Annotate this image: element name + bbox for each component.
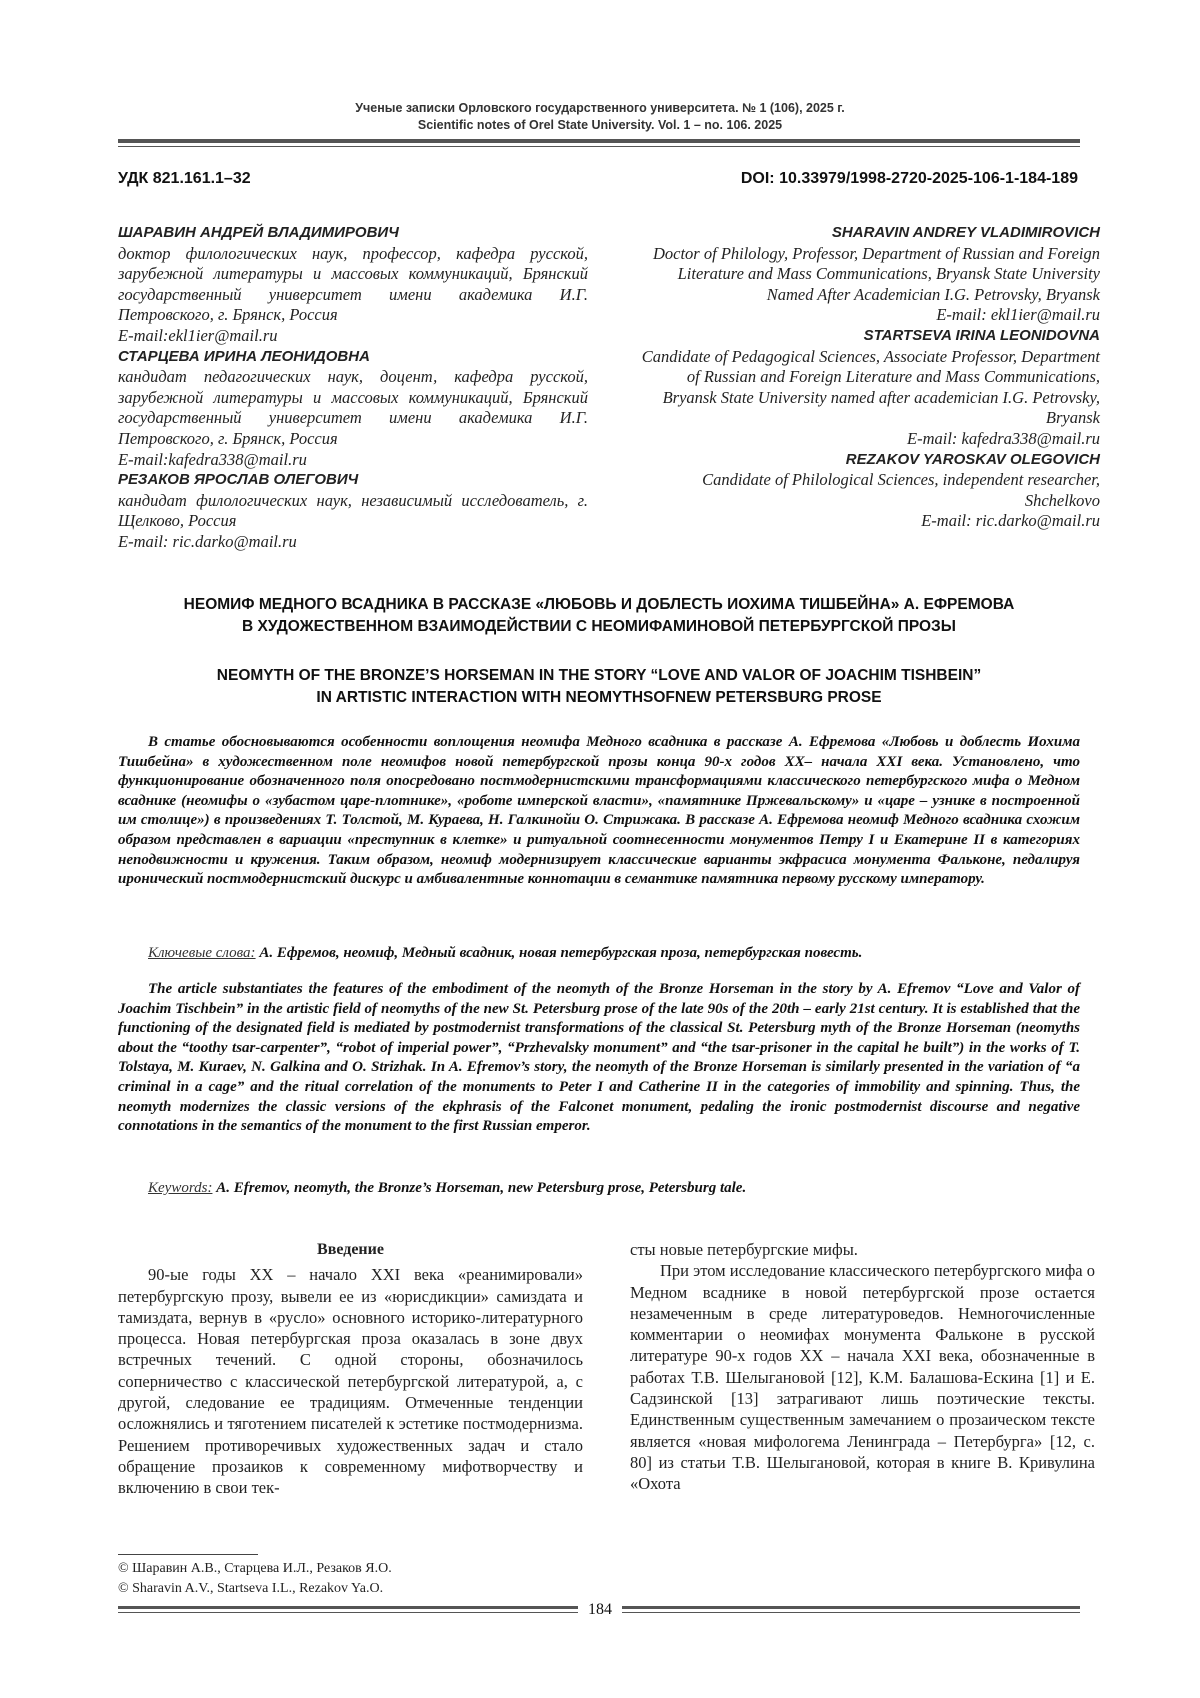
author-name: СТАРЦЕВА ИРИНА ЛЕОНИДОВНА: [118, 347, 370, 365]
author-name: ШАРАВИН АНДРЕЙ ВЛАДИМИРОВИЧ: [118, 224, 399, 241]
doi: DOI: 10.33979/1998-2720-2025-106-1-184-189: [740, 170, 1078, 187]
footer-rule-right: [622, 1606, 1080, 1613]
journal-title-en: Scientific notes of Orel State University. Vol. 1 – no. 106. 2025: [417, 118, 783, 132]
keywords-text: A. Efremov, neomyth, the Bronze’s Horseman, new Petersburg prose, Petersburg tale.: [216, 1180, 747, 1196]
footnote-rule: [118, 1554, 258, 1555]
journal-title-ru: Ученые записки Орловского государственного университета. № 1 (106), 2025 г.: [355, 101, 845, 115]
body-paragraph-continued: сты новые петербургские мифы.: [630, 1240, 858, 1259]
title-line: NEOMYTH OF THE BRONZE’S HORSEMAN IN THE STORY “LOVE AND VALOR OF JOACHIM TISHBEIN”: [216, 667, 982, 684]
keywords-ru: [148, 945, 862, 962]
author-name: REZAKOV YAROSKAV OLEGOVICH: [845, 450, 1100, 468]
title-line: IN ARTISTIC INTERACTION WITH NEOMYTHSOFNEW PETERSBURG PROSE: [316, 689, 882, 706]
author-email[interactable]: E-mail: ric.darko@mail.ru: [118, 531, 297, 551]
journal-header: [120, 100, 1080, 134]
author-affiliation: Candidate of Pedagogical Sciences, Associate Professor, Department of Russian and Foreign Literature and Mass Communications, Bryansk State University named after academician I.G. Petrovsky, Bryansk: [641, 346, 1100, 428]
header-rule-thin: [118, 146, 1080, 147]
author-email[interactable]: E-mail:kafedra338@mail.ru: [118, 449, 307, 469]
page-number: 184: [588, 1601, 612, 1618]
keywords-text: А. Ефремов, неомиф, Медный всадник, новая петербургская проза, петербургская повесть.: [259, 945, 863, 961]
title-line: В ХУДОЖЕСТВЕННОМ ВЗАИМОДЕЙСТВИИ С НЕОМИФАМИНОВОЙ ПЕТЕРБУРГСКОЙ ПРОЗЫ: [242, 618, 956, 635]
author-affiliation: Candidate of Philological Sciences, independent researcher, Shchelkovo: [702, 470, 1100, 510]
title-line: НЕОМИФ МЕДНОГО ВСАДНИКА В РАССКАЗЕ «ЛЮБОВЬ И ДОБЛЕСТЬ ИОХИМА ТИШБЕЙНА» А. ЕФРЕМОВА: [183, 596, 1015, 613]
author-name: STARTSEVA IRINA LEONIDOVNA: [863, 326, 1100, 344]
section-heading: Введение: [317, 1241, 384, 1258]
article-title-en: [118, 665, 1080, 709]
article-title-ru: [118, 594, 1080, 638]
keywords-en: [148, 1180, 746, 1197]
author-name: SHARAVIN ANDREY VLADIMIROVICH: [831, 224, 1100, 241]
keywords-label: Ключевые слова:: [148, 945, 256, 961]
author-affiliation: кандидат педагогических наук, доцент, кафедра русской, зарубежной литературы и массовых коммуникаций, Брянский государственный университет имени академика И.Г. Петровского, г. Брянск, Россия: [118, 367, 588, 448]
abstract-en: The article substantiates the features of the embodiment of the neomyth of the Bronze Horseman in the story by A. Efremov “Love and Valor of Joachim Tischbein” in the artistic field of neomyths of the new St. Petersburg prose of the late 90s of the 20th – early 21st century. It is established that the functioning of the designated field is mediated by postmodernist transformations of the classical St. Petersburg myth of the Bronze Horseman (neomyths about the “toothy tsar-carpenter”, “robot of imperial power”, “Przhevalsky monument” and “the tsar-prisoner in the capital he built”) in the works of T. Tolstaya, M. Kuraev, N. Galkina and O. Strizhak. In A. Efremov’s story, the neomyth of the Bronze Horseman is similarly presented in the variation of “a criminal in a cage” and the ritual correlation of the monuments to Peter I and Catherine II in the categories of immobility and spinning. Thus, the neomyth modernizes the classic versions of the ekphrasis of the Falconet monument, pedaling the ironic postmodernist discourse and negative connotations in the semantics of the monument to the first Russian emperor.: [118, 981, 1080, 1135]
author-affiliation: кандидат филологических наук, независимый исследователь, г. Щелково, Россия: [118, 490, 588, 531]
body-column-right: [630, 1239, 1095, 1495]
author-affiliation: Doctor of Philology, Professor, Department of Russian and Foreign Literature and Mass Communications, Bryansk State University Named After Academician I.G. Petrovsky, Bryansk: [652, 243, 1100, 304]
abstract-ru: В статье обосновываются особенности воплощения неомифа Медного всадника в рассказе А. Ефремова «Любовь и доблесть Иохима Тишбейна» в художественном поле неомифов новой петербургской прозы конца 90-х годов XX– начала XXI века. Установлено, что функционирование обозначенного поля опосредовано постмодернистскими трансформациями классического петербургского мифа о Медном всаднике (неомифы о «зубастом царе-плотнике», «роботе имперской власти», «памятнике Пржевальскому» и «царе – узнике в построенной им столице») в произведениях Т. Толстой, М. Кураева, Н. Галкинойи О. Стрижака. В рассказе А. Ефремова неомиф Медного всадника схожим образом представлен в вариации «преступник в клетке» и ритуальной соотнесенности монументов Петру I и Екатерине II в категориях неподвижности и кружения. Таким образом, неомиф модернизирует классические варианты экфрасиса монумента Фальконе, педалируя иронический постмодернистский дискурс и амбивалентные коннотации в семантике памятника первому русскому императору.: [118, 734, 1080, 888]
body-column-left: [118, 1239, 583, 1499]
author-name: РЕЗАКОВ ЯРОСЛАВ ОЛЕГОВИЧ: [118, 471, 359, 489]
udk-code: УДК 821.161.1–32: [118, 170, 251, 187]
body-paragraph: При этом исследование классического петербургского мифа о Медном всаднике в новой петербургской прозе остается незамеченным в среде литературоведов. Немногочисленные комментарии о неомифах монумента Фальконе в русской литературе 90-х годов XX – начала XXI века, обозначенные в работах Т.В. Шелыгановой [12], К.М. Балашова-Ескина [1] и Е. Садзинской [13] затрагивают лишь поэтические тексты. Единственным существенным замечанием о прозаическом тексте является «новая мифологема Ленинграда – Петербурга» [12, с. 80] из статьи Т.В. Шелыгановой, которая в книге В. Кривулина «Охота: [630, 1261, 1095, 1494]
authors-en: [630, 223, 1100, 532]
author-email[interactable]: E-mail: kafedra338@mail.ru: [907, 428, 1100, 448]
authors-ru: [118, 223, 588, 553]
keywords-label: Keywords:: [148, 1180, 213, 1196]
body-paragraph: 90-ые годы XX – начало XXI века «реанимировали» петербургскую прозу, вывели ее из «юрисдикции» самиздата и тамиздата, вернув в «русло» основного историко-литературного процесса. Новая петербургская проза оказалась в зоне двух встречных течений. С одной стороны, обозначилось соперничество с классической петербургской литературой, а, с другой, следование ее традициям. Отмеченные тенденции осложнялись и тяготением писателей к эстетике постмодернизма. Решением противоречивых художественных задач и стало обращение прозаиков к современному мифотворчеству и включению в свои тек-: [118, 1265, 583, 1498]
copyright-ru: © Шаравин А.В., Старцева И.Л., Резаков Я.О.: [118, 1561, 392, 1576]
copyright-en: © Sharavin A.V., Startseva I.L., Rezakov Ya.O.: [118, 1581, 384, 1596]
header-rule-thick: [118, 139, 1080, 143]
author-email[interactable]: E-mail: ekl1ier@mail.ru: [936, 305, 1100, 325]
author-email[interactable]: E-mail: ric.darko@mail.ru: [921, 511, 1100, 531]
author-email[interactable]: E-mail:ekl1ier@mail.ru: [118, 325, 278, 345]
author-affiliation: доктор филологических наук, профессор, кафедра русской, зарубежной литературы и массовых коммуникаций, Брянский государственный университет имени академика И.Г. Петровского, г. Брянск, Россия: [118, 243, 588, 325]
footer-rule-left: [118, 1606, 578, 1613]
